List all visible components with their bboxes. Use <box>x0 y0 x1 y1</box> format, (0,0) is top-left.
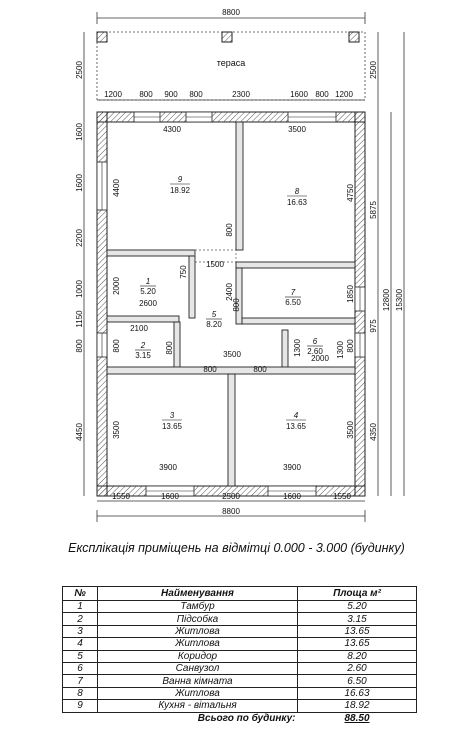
row-name: Коридор <box>98 650 298 662</box>
dim-door-7-800: 800 <box>232 298 241 312</box>
dim-overall-width-bottom: 8800 <box>222 507 240 516</box>
dim-room6-width: 2000 <box>311 354 329 363</box>
table-row <box>63 638 417 650</box>
dim-bottom-1: 1550 <box>112 492 130 501</box>
row-area: 6.50 <box>298 675 417 687</box>
table-row <box>63 613 417 625</box>
room-5-number: 5 <box>211 310 217 319</box>
row-name: Житлова <box>98 625 298 637</box>
dim-room2-height: 800 <box>112 339 121 353</box>
dim-room1-height: 2000 <box>112 277 121 295</box>
row-number: 6 <box>63 662 98 674</box>
dim-right-1: 2500 <box>369 61 378 79</box>
dim-room2-width: 2100 <box>130 324 148 333</box>
total-value: 88.50 <box>344 712 370 724</box>
dim-room3-width: 3900 <box>159 463 177 472</box>
room-7-number: 7 <box>290 288 296 297</box>
room-7-area: 6.50 <box>285 298 301 307</box>
dim-room6-height: 1300 <box>336 341 345 359</box>
row-name: Підсобка <box>98 613 298 625</box>
table-row <box>63 662 417 674</box>
row-name: Житлова <box>98 638 298 650</box>
row-number: 8 <box>63 687 98 699</box>
row-name: Кухня - вітальня <box>98 700 298 712</box>
row-area: 5.20 <box>298 601 417 613</box>
dim-room7-height: 1850 <box>346 285 355 303</box>
header-number: № <box>63 587 98 601</box>
dim-bottom-4: 1600 <box>283 492 301 501</box>
room-8-area: 16.63 <box>286 198 308 207</box>
dim-750: 750 <box>179 265 188 279</box>
row-number: 7 <box>63 675 98 687</box>
row-number: 3 <box>63 625 98 637</box>
dim-room8-width: 3500 <box>288 125 306 134</box>
row-name: Тамбур <box>98 601 298 613</box>
room-9-area: 18.92 <box>169 186 191 195</box>
dim-bottom-2: 1600 <box>161 492 179 501</box>
explication-table <box>62 586 417 724</box>
total-row <box>63 712 417 724</box>
dim-corridor-height: 2400 <box>225 283 234 301</box>
row-number: 9 <box>63 700 98 712</box>
dim-room3-height: 3500 <box>112 421 121 439</box>
explication-title: Експлікація приміщень на відмітці 0.000 - 3.000 (будинку) <box>68 541 405 555</box>
header-name: Найменування <box>98 587 298 601</box>
row-number: 1 <box>63 601 98 613</box>
dim-overall-width: 8800 <box>222 8 240 17</box>
room-3-number: 3 <box>169 411 175 420</box>
dim-top-8: 1200 <box>335 90 353 99</box>
total-label: Всього по будинку: <box>197 712 296 724</box>
dim-top-3: 900 <box>164 90 178 99</box>
dim-room9-height: 4400 <box>112 179 121 197</box>
table-row <box>63 601 417 613</box>
row-name: Житлова <box>98 687 298 699</box>
dim-right-4: 4350 <box>369 423 378 441</box>
room-2-area: 3.15 <box>135 351 151 360</box>
top-chain-dims <box>97 90 365 100</box>
table-row <box>63 700 417 712</box>
table-row <box>63 650 417 662</box>
room-2-number: 2 <box>140 341 146 350</box>
row-area: 13.65 <box>298 638 417 650</box>
row-number: 2 <box>63 613 98 625</box>
room-6-number: 6 <box>312 337 318 346</box>
dim-corridor-top: 1500 <box>206 260 224 269</box>
dim-bottom-5: 1550 <box>333 492 351 501</box>
room-4-area: 13.65 <box>285 422 307 431</box>
dim-top-7: 800 <box>315 90 329 99</box>
row-area: 2.60 <box>298 662 417 674</box>
room-1-area: 5.20 <box>140 287 156 296</box>
dim-room4-height: 3500 <box>346 421 355 439</box>
overall-width-top <box>97 8 365 24</box>
room-9-number: 9 <box>177 175 183 184</box>
dim-top-6: 1600 <box>290 90 308 99</box>
terrace-label: тераса <box>216 58 246 68</box>
dim-door-8-800: 800 <box>225 223 234 237</box>
dim-left-2: 1600 <box>75 123 84 141</box>
header-area: Площа м² <box>298 587 417 601</box>
room-3-area: 13.65 <box>161 422 183 431</box>
table-row <box>63 675 417 687</box>
dim-top-2: 800 <box>139 90 153 99</box>
dim-top-4: 800 <box>189 90 203 99</box>
room-6-area: 2.60 <box>307 347 323 356</box>
dim-door-2-800: 800 <box>165 341 174 355</box>
dim-room4-width: 3900 <box>283 463 301 472</box>
dim-left-4: 2200 <box>75 229 84 247</box>
dim-1300-left: 1300 <box>293 339 302 357</box>
dim-top-5: 2300 <box>232 90 250 99</box>
row-area: 8.20 <box>298 650 417 662</box>
dim-corridor-width: 3500 <box>223 350 241 359</box>
table-row <box>63 625 417 637</box>
dim-top-1: 1200 <box>104 90 122 99</box>
dim-room1-width: 2600 <box>139 299 157 308</box>
dim-right-3: 975 <box>369 319 378 333</box>
row-area: 16.63 <box>298 687 417 699</box>
room-8-number: 8 <box>294 187 300 196</box>
dim-left-1: 2500 <box>75 61 84 79</box>
row-area: 13.65 <box>298 625 417 637</box>
row-number: 4 <box>63 638 98 650</box>
room-4-number: 4 <box>293 411 299 420</box>
table-row <box>63 687 417 699</box>
row-area: 18.92 <box>298 700 417 712</box>
dim-door-3-800: 800 <box>203 365 217 374</box>
row-name: Ванна кімната <box>98 675 298 687</box>
dim-bottom-3: 2500 <box>222 492 240 501</box>
dim-left-3: 1600 <box>75 174 84 192</box>
row-name: Санвузол <box>98 662 298 674</box>
room-5-area: 8.20 <box>206 320 222 329</box>
dim-door-4-800: 800 <box>253 365 267 374</box>
dim-right-15300: 15300 <box>395 288 404 312</box>
dim-left-5: 1000 <box>75 280 84 298</box>
dim-room9-width: 4300 <box>163 125 181 134</box>
dim-left-7: 800 <box>75 339 84 353</box>
row-area: 3.15 <box>298 613 417 625</box>
dim-right-window-800: 800 <box>346 339 355 353</box>
dim-right-2: 5875 <box>369 201 378 219</box>
room-1-number: 1 <box>145 277 151 286</box>
dim-left-6: 1150 <box>75 310 84 328</box>
row-number: 5 <box>63 650 98 662</box>
dim-room8-height: 4750 <box>346 184 355 202</box>
dim-right-12800: 12800 <box>382 288 391 312</box>
table-header-row <box>63 587 417 601</box>
dim-left-8: 4450 <box>75 423 84 441</box>
